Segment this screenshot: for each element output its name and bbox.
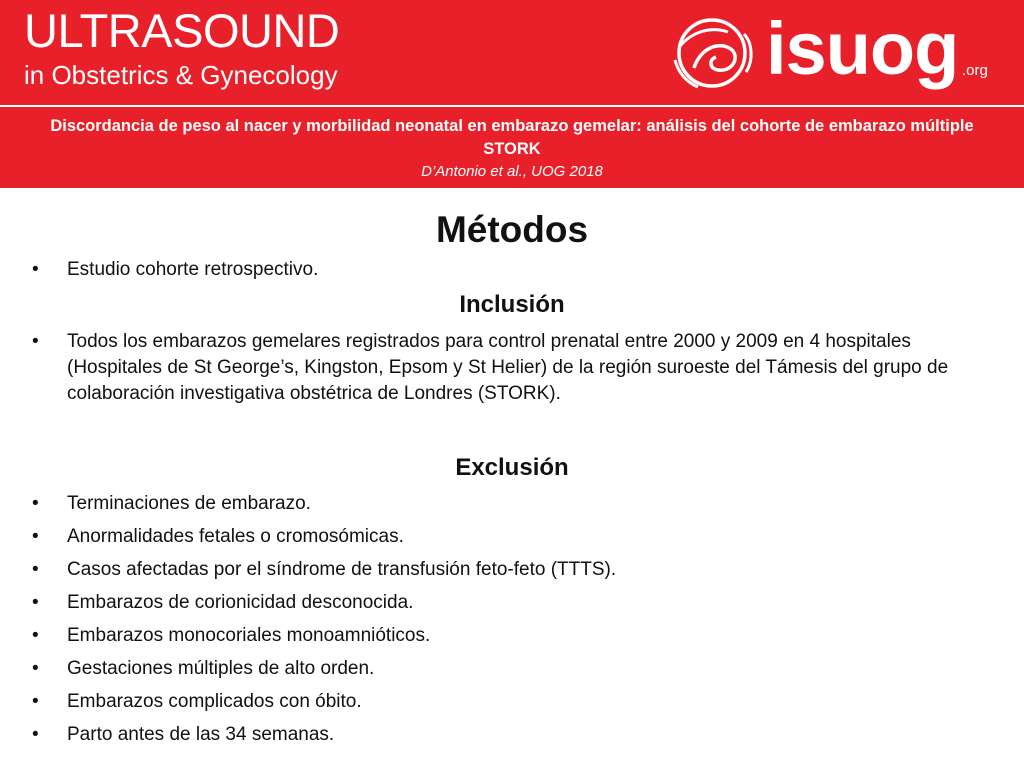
list-item: [0, 557, 987, 590]
journal-subtitle: in Obstetrics & Gynecology: [24, 60, 338, 90]
isuog-emblem-icon: [670, 12, 760, 94]
list-item: [0, 491, 987, 524]
list-item-text: Todos los embarazos gemelares registrados para control prenatal entre 2000 y 2009 en 4 hospitales (Hospitales de St George’s, Kingston, Epsom y St Helier) de la región suroeste del Támesis del grupo de colaboración investigativa obstétrica de Londres (STORK).: [67, 331, 949, 404]
bullet: •: [32, 691, 39, 712]
journal-header: [0, 0, 1024, 105]
section-heading-exclusion: Exclusión: [455, 454, 569, 481]
intro-list: [0, 257, 1024, 283]
logo-domain-suffix: .org: [962, 62, 988, 79]
isuog-logo[interactable]: [670, 8, 1000, 98]
bullet: •: [32, 559, 39, 580]
list-item: [0, 656, 987, 689]
bullet: •: [32, 259, 39, 280]
list-item-text: Embarazos complicados con óbito.: [67, 691, 362, 712]
bullet: •: [32, 724, 39, 745]
journal-title: ULTRASOUND: [24, 4, 340, 57]
list-item-text: Anormalidades fetales o cromosómicas.: [67, 526, 404, 547]
bullet: •: [32, 592, 39, 613]
section-heading-methods: Métodos: [435, 209, 589, 250]
list-item: [0, 722, 987, 755]
list-item: [0, 590, 987, 623]
bullet: •: [32, 625, 39, 646]
list-item: [0, 623, 987, 656]
article-banner: [0, 107, 1024, 188]
list-item-text: Parto antes de las 34 semanas.: [67, 724, 335, 745]
list-item: [0, 689, 987, 722]
article-title: Discordancia de peso al nacer y morbilidad neonatal en embarazo gemelar: análisis del cohorte de embarazo múltiple STORK: [50, 117, 974, 158]
bullet: •: [32, 493, 39, 514]
list-item-text: Gestaciones múltiples de alto orden.: [67, 658, 375, 679]
exclusion-list: [0, 491, 1024, 755]
bullet: •: [32, 526, 39, 547]
bullet: •: [32, 331, 39, 352]
list-item-text: Terminaciones de embarazo.: [67, 493, 311, 514]
list-item-text: Casos afectadas por el síndrome de transfusión feto-feto (TTTS).: [67, 559, 617, 580]
list-item-text: Estudio cohorte retrospectivo.: [67, 259, 319, 280]
list-item-text: Embarazos monocoriales monoamnióticos.: [67, 625, 431, 646]
list-item: [0, 524, 987, 557]
section-heading-inclusion: Inclusión: [459, 291, 565, 318]
logo-wordmark: isuog: [766, 7, 959, 90]
bullet: •: [32, 658, 39, 679]
article-citation: D’Antonio et al., UOG 2018: [421, 163, 603, 180]
inclusion-list: [0, 329, 1024, 407]
list-item-text: Embarazos de corionicidad desconocida.: [67, 592, 414, 613]
list-item: [0, 257, 987, 283]
list-item: [0, 329, 987, 407]
